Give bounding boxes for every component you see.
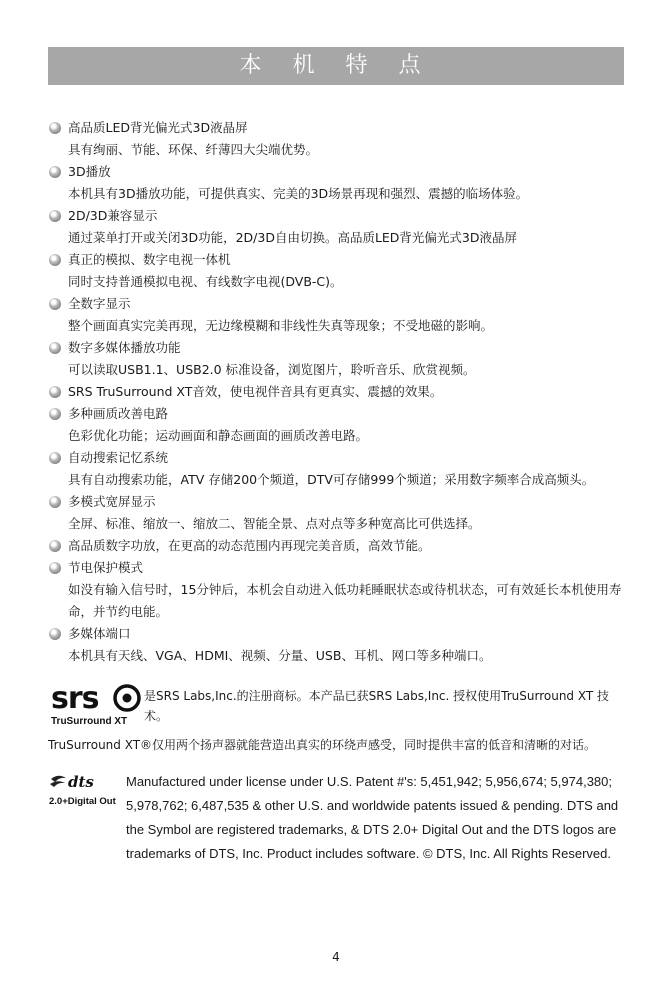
feature-heading (48, 161, 628, 183)
feature-item (48, 337, 628, 381)
feature-heading (48, 623, 628, 645)
feature-heading-text: 高品质数字功放，在更高的动态范围内再现完美音质，高效节能。 (68, 538, 431, 553)
bullet-icon (49, 496, 61, 508)
feature-heading (48, 381, 628, 403)
feature-heading-text: 2D/3D兼容显示 (68, 208, 158, 223)
bullet-icon (49, 210, 61, 222)
bullet-icon (49, 540, 61, 552)
dts-license-block (48, 770, 628, 870)
feature-heading-text: 多媒体端口 (68, 626, 131, 641)
feature-heading (48, 249, 628, 271)
srs-logo (50, 683, 144, 729)
bullet-icon (49, 562, 61, 574)
feature-heading-text: SRS TruSurround XT音效，使电视伴音具有更真实、震撼的效果。 (68, 384, 443, 399)
feature-description: 本机具有3D播放功能，可提供真实、完美的3D场景再现和强烈、震撼的临场体验。 (68, 186, 529, 201)
srs-logo-subtext: TruSurround XT (51, 716, 128, 727)
bullet-icon (49, 166, 61, 178)
feature-item (48, 381, 628, 403)
srs-logo-core (123, 694, 132, 703)
bullet-icon (49, 342, 61, 354)
feature-heading (48, 557, 628, 579)
feature-item (48, 623, 628, 667)
feature-heading (48, 293, 628, 315)
feature-heading-text: 全数字显示 (68, 296, 131, 311)
feature-heading-text: 3D播放 (68, 164, 111, 179)
feature-heading (48, 337, 628, 359)
dts-logo (48, 773, 118, 809)
feature-description: 具有绚丽、节能、环保、纤薄四大尖端优势。 (68, 142, 319, 157)
srs-description: TruSurround XT®仅用两个扬声器就能营造出真实的环绕声感受，同时提供丰富的低音和清晰的对话。 (48, 738, 597, 752)
feature-item (48, 403, 628, 447)
bullet-icon (49, 386, 61, 398)
feature-item (48, 205, 628, 249)
feature-description: 本机具有天线、VGA、HDMI、视频、分量、USB、耳机、网口等多种端口。 (68, 648, 492, 663)
page-number: 4 (332, 950, 340, 964)
dts-swoosh-icon (50, 776, 66, 787)
feature-description: 同时支持普通模拟电视、有线数字电视(DVB-C)。 (68, 274, 343, 289)
feature-heading-text: 数字多媒体播放功能 (68, 340, 181, 355)
feature-heading (48, 491, 628, 513)
feature-item (48, 535, 628, 557)
bullet-icon (49, 452, 61, 464)
feature-heading (48, 403, 628, 425)
bullet-icon (49, 628, 61, 640)
dts-logo-text: dts (68, 773, 94, 791)
srs-trademark-block (48, 683, 628, 729)
page-title: 本 机 特 点 (48, 47, 624, 85)
feature-item (48, 249, 628, 293)
feature-item (48, 447, 628, 491)
feature-description: 色彩优化功能；运动画面和静态画面的画质改善电路。 (68, 428, 369, 443)
feature-heading-text: 节电保护模式 (68, 560, 144, 575)
feature-heading-text: 高品质LED背光偏光式3D液晶屏 (68, 120, 248, 135)
feature-heading (48, 117, 628, 139)
feature-item (48, 117, 628, 161)
feature-heading (48, 205, 628, 227)
bullet-icon (49, 298, 61, 310)
dts-license-text: Manufactured under license under U.S. Patent #'s: 5,451,942; 5,956,674; 5,974,380; 5,978,762; 6,487,535 & other U.S. and worldwide patents issued & pending. DTS and the Symbol are registered trademarks, & DTS 2.0+ Digital Out and the DTS logos are trademarks of DTS, Inc. Product includes software. © DTS, Inc. All Rights Reserved. (126, 774, 619, 861)
feature-heading (48, 535, 628, 557)
feature-heading-text: 多种画质改善电路 (68, 406, 169, 421)
feature-description: 整个画面真实完美再现，无边缘模糊和非线性失真等现象；不受地磁的影响。 (68, 318, 494, 333)
bullet-icon (49, 122, 61, 134)
feature-item (48, 491, 628, 535)
feature-list (48, 117, 628, 667)
bullet-icon (49, 254, 61, 266)
feature-description: 具有自动搜索功能，ATV 存储200个频道，DTV可存储999个频道；采用数字频率合成高频头。 (68, 472, 595, 487)
feature-heading-text: 多模式宽屏显示 (68, 494, 156, 509)
feature-description: 可以读取USB1.1、USB2.0 标准设备，浏览图片，聆听音乐、欣赏视频。 (68, 362, 476, 377)
dts-logo-subtext: 2.0+Digital Out (49, 796, 116, 807)
feature-heading-text: 自动搜索记忆系统 (68, 450, 169, 465)
feature-item (48, 293, 628, 337)
srs-trademark-text: 是SRS Labs,Inc.的注册商标。本产品已获SRS Labs,Inc. 授权使用TruSurround XT 技术。 (144, 689, 610, 723)
feature-heading-text: 真正的模拟、数字电视一体机 (68, 252, 231, 267)
feature-description: 通过菜单打开或关闭3D功能，2D/3D自由切换。高品质LED背光偏光式3D液晶屏 (68, 230, 518, 245)
feature-description: 全屏、标准、缩放一、缩放二、智能全景、点对点等多种宽高比可供选择。 (68, 516, 481, 531)
srs-logo-text: srs (51, 683, 99, 716)
feature-description: 如没有输入信号时，15分钟后，本机会自动进入低功耗睡眠状态或待机状态，可有效延长本机使用寿命，并节约电能。 (68, 582, 622, 619)
bullet-icon (49, 408, 61, 420)
feature-heading (48, 447, 628, 469)
feature-item (48, 557, 628, 623)
feature-item (48, 161, 628, 205)
